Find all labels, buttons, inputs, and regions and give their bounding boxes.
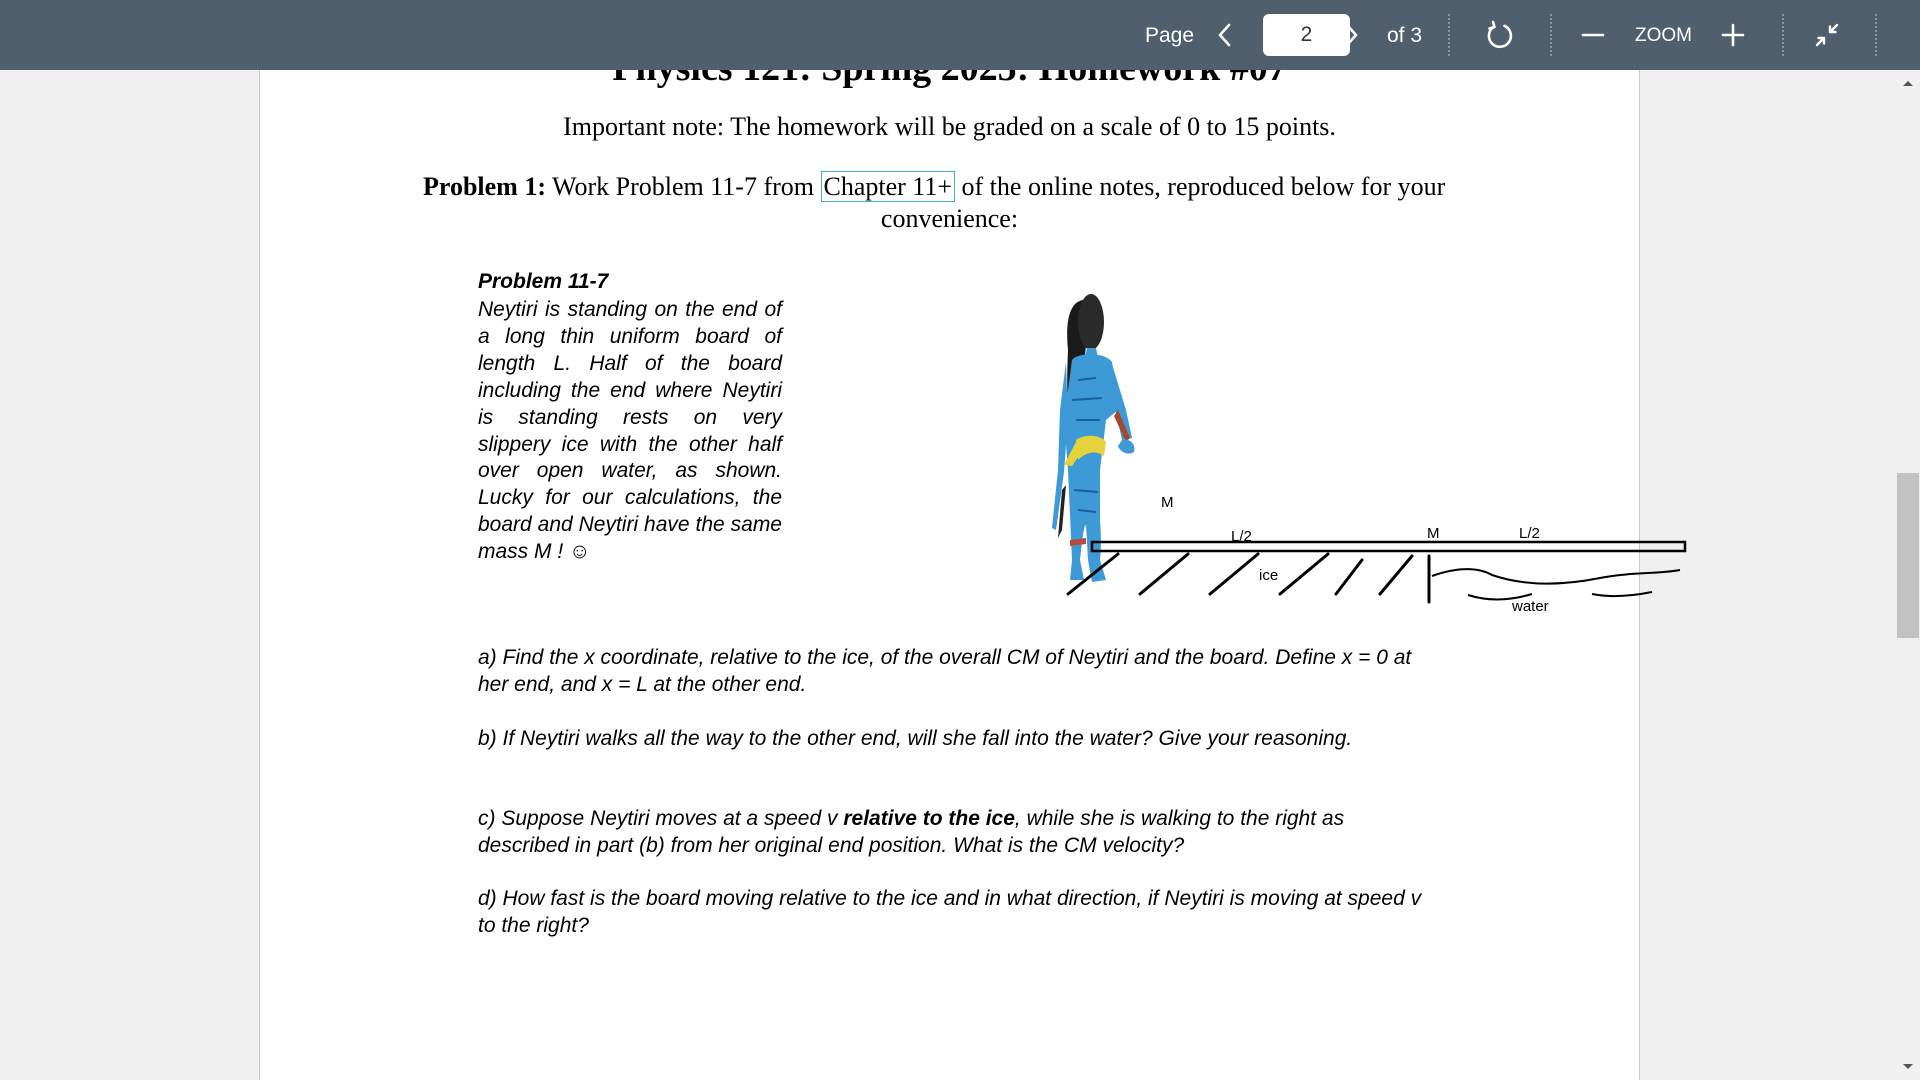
next-page-button[interactable] [1330, 14, 1372, 56]
toolbar-divider [1550, 14, 1552, 56]
water-label: water [1512, 598, 1549, 615]
question-d: d) How fast is the board moving relative to the ice and in what direction, if Neytiri is moving at speed v to the right? [478, 887, 1422, 937]
zoom-out-button[interactable] [1572, 14, 1614, 56]
problem-1-text-continued: of the online notes, reproduced below for your [955, 172, 1446, 201]
pdf-toolbar [0, 0, 1920, 70]
right-half-length-label: L/2 [1519, 525, 1540, 542]
problem-1-label: Problem 1: [423, 172, 546, 201]
board-rectangle [1092, 542, 1685, 551]
important-note: Important note: The homework will be graded on a scale of 0 to 15 points. [563, 112, 1336, 141]
page-label: Page [1145, 24, 1195, 47]
previous-page-button[interactable] [1204, 14, 1246, 56]
minus-icon [1581, 23, 1605, 47]
ice-hatching [1068, 554, 1429, 602]
exit-fullscreen-icon [1813, 21, 1841, 49]
question-c-text-continued: , while she is walking to the right as described in part (b) from her original end position. What is the CM velocity? [478, 807, 1345, 857]
problem-1-text: Work Problem 11-7 from [546, 172, 821, 201]
toolbar-divider [1448, 14, 1450, 56]
page-total-label: of 3 [1387, 24, 1423, 47]
rotate-icon [1483, 19, 1515, 51]
pdf-page [259, 70, 1640, 1080]
board-mass-label: M [1427, 525, 1440, 542]
problem-1-intro-line2: convenience: [880, 204, 1019, 233]
neytiri-figure [1052, 294, 1134, 582]
water-waves [1432, 569, 1680, 599]
question-c-text: c) Suppose Neytiri moves at a speed v [478, 807, 844, 830]
problem-11-7-heading: Problem 11-7 [478, 270, 609, 293]
toolbar-divider [1782, 14, 1784, 56]
chevron-left-icon [1215, 22, 1235, 48]
chapter-11-link[interactable]: Chapter 11+ [821, 171, 956, 202]
left-half-length-label: L/2 [1231, 528, 1252, 545]
question-c-emphasis: relative to the ice [843, 807, 1015, 830]
chevron-right-icon [1341, 22, 1361, 48]
ice-label: ice [1259, 567, 1279, 584]
rotate-button[interactable] [1478, 14, 1520, 56]
vertical-scrollbar[interactable] [1894, 70, 1920, 1080]
zoom-label: ZOOM [1635, 25, 1692, 46]
problem-11-7-text: Neytiri is standing on the end of a long thin uniform board of length L. Half of the board including the end where Neytiri is standing rests on very slippery ice with the other half over open water, as shown. Lucky for our calculations, the board and Neytiri have the same mass M ! ☺ [478, 298, 782, 564]
zoom-in-button[interactable] [1712, 14, 1754, 56]
exit-fullscreen-button[interactable] [1806, 14, 1848, 56]
document-viewer [0, 70, 1920, 1080]
question-c [478, 806, 1422, 859]
scroll-up-icon[interactable] [1901, 78, 1915, 88]
toolbar-divider [1875, 14, 1877, 56]
problem-1-intro [423, 172, 1445, 202]
problem-figure [800, 260, 1700, 615]
plus-icon [1721, 23, 1745, 47]
scrollbar-thumb[interactable] [1897, 473, 1919, 638]
question-b: b) If Neytiri walks all the way to the other end, will she fall into the water? Give your reasoning. [478, 727, 1353, 750]
person-mass-label: M [1161, 494, 1174, 511]
question-a: a) Find the x coordinate, relative to the ice, of the overall CM of Neytiri and the board. Define x = 0 at her end, and x = L at the other end. [478, 646, 1412, 696]
scroll-down-icon[interactable] [1901, 1062, 1915, 1072]
